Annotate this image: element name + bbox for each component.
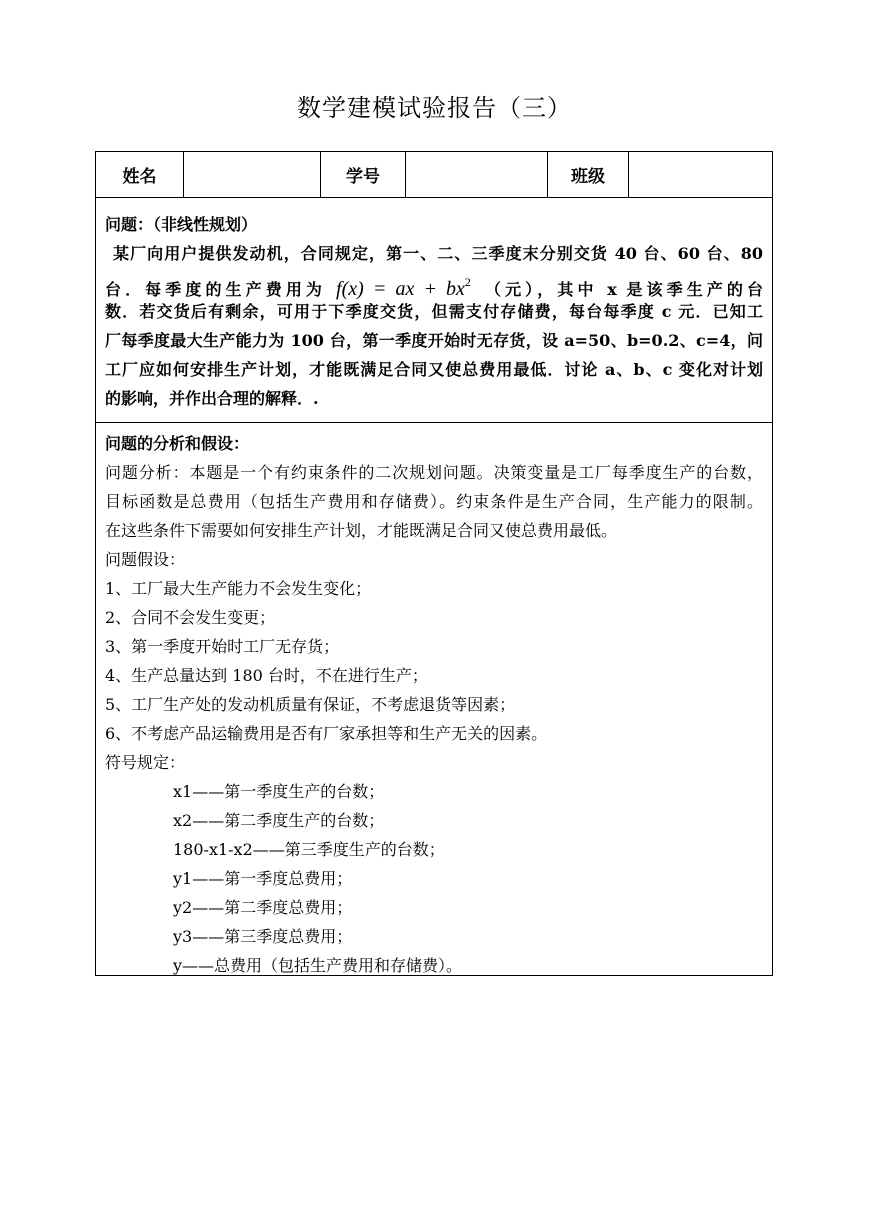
page-title: 数学建模试验报告（三） — [297, 94, 572, 122]
student-id-label: 学号 — [321, 152, 406, 197]
analysis-section — [96, 423, 772, 980]
class-field[interactable] — [629, 152, 772, 197]
name-label: 姓名 — [96, 152, 184, 197]
info-row — [96, 152, 772, 198]
cost-formula-exponent: 2 — [464, 275, 471, 289]
problem-line: 的影响，并作出合理的解释．. — [105, 389, 319, 408]
symbols-label: 符号规定： — [105, 753, 186, 772]
student-id-field[interactable] — [406, 152, 548, 197]
symbol-item: 180-x1-x2——第三季度生产的台数； — [173, 840, 445, 859]
analysis-heading: 问题的分析和假设： — [105, 434, 250, 453]
symbol-item: y3——第三季度总费用； — [173, 927, 353, 946]
problem-line — [105, 268, 763, 300]
symbol-item: x1——第一季度生产的台数； — [173, 782, 385, 801]
assumption-item: 6、不考虑产品运输费用是否有厂家承担等和生产无关的因素。 — [105, 724, 548, 743]
analysis-line: 在这些条件下需要如何安排生产计划，才能既满足合同又使总费用最低。 — [105, 521, 618, 540]
cost-formula-base: f(x) = ax + bx — [336, 278, 465, 300]
assumption-item: 4、生产总量达到 180 台时，不在进行生产； — [105, 666, 428, 685]
symbol-item: y2——第二季度总费用； — [173, 898, 353, 917]
problem-line: 数．若交货后有剩余，可用于下季度交货，但需支付存储费，每台每季度 c 元．已知工 — [105, 302, 763, 321]
name-field[interactable] — [184, 152, 321, 197]
assumption-item: 3、第一季度开始时工厂无存货； — [105, 637, 340, 656]
problem-line: 厂每季度最大生产能力为 100 台，第一季度开始时无存货，设 a=50、b=0.2、c=4，问 — [105, 331, 763, 350]
assumption-item: 1、工厂最大生产能力不会发生变化； — [105, 579, 372, 598]
symbol-item: y1——第一季度总费用； — [173, 869, 353, 888]
problem-line: 工厂应如何安排生产计划，才能既满足合同又使总费用最低．讨论 a、b、c 变化对计划 — [105, 360, 763, 379]
report-table — [95, 151, 773, 976]
problem-heading: 问题：（非线性规划） — [105, 215, 258, 234]
problem-line-part: （元），其中 x 是该季生产的台 — [480, 280, 763, 299]
analysis-line: 问题分析：本题是一个有约束条件的二次规划问题。决策变量是工厂每季度生产的台数， — [105, 463, 763, 482]
problem-text — [105, 239, 763, 413]
problem-line: 某厂向用户提供发动机，合同规定，第一、二、三季度末分别交货 40 台、60 台、80 — [113, 244, 763, 263]
assumptions-label: 问题假设： — [105, 550, 186, 569]
problem-line-part: 台．每季度的生产费用为 — [105, 280, 327, 299]
class-label: 班级 — [548, 152, 629, 197]
symbol-item: x2——第二季度生产的台数； — [173, 811, 385, 830]
assumption-item: 2、合同不会发生变更； — [105, 608, 276, 627]
assumption-item: 5、工厂生产处的发动机质量有保证，不考虑退货等因素； — [105, 695, 516, 714]
symbol-item: y——总费用（包括生产费用和存储费）。 — [173, 956, 463, 975]
analysis-line: 目标函数是总费用（包括生产费用和存储费）。约束条件是生产合同，生产能力的限制。 — [105, 492, 763, 511]
problem-section — [96, 198, 772, 423]
